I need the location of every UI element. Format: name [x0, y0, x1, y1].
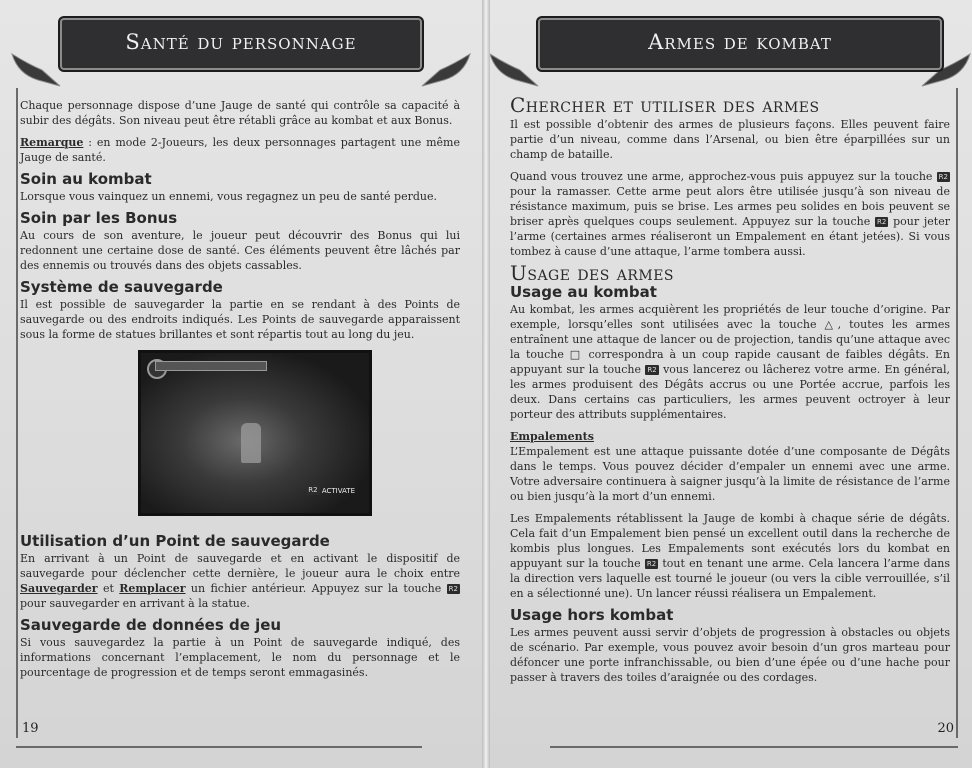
page-title: Santé du personnage — [125, 30, 357, 54]
r2-key-icon: R2 — [646, 560, 657, 568]
triangle-button-icon: △ — [824, 318, 838, 331]
heading-soin-kombat: Soin au kombat — [20, 170, 152, 188]
r2-key-icon: R2 — [877, 218, 887, 226]
r2-key-icon: R2 — [448, 585, 458, 593]
heading-chercher: Chercher et utiliser des armes — [510, 93, 820, 117]
right-page — [490, 0, 972, 768]
book-gutter — [482, 0, 490, 768]
paragraph-donnees: Si vous sauvegardez la partie à un Point de sauvegarde indiqué, des informations concernant l’emplacement, le nom du personnage et le pourcentage de progression et de temps seront emmagasinés. — [20, 636, 460, 679]
paragraph-trouvez: Quand vous trouvez une arme, approchez-vous puis appuyez sur la touche R2 pour la ramasser. Cette arme peut alors être utilisée jusqu’à son niveau de résistance maximum, puis se brise. Les armes peu solides en bois peuvent se briser après quelques coups seulement. Appuyez sur la touche R2 pour jeter l’arme (certaines armes réaliseront un Empalement en étant jetées). Si vous tombez à cause d’une attaque, l’arme tombera aussi. — [510, 170, 950, 258]
remark-paragraph: Remarque : en mode 2-Joueurs, les deux personnages partagent une même Jauge de santé. — [20, 136, 460, 164]
paragraph-hors-kombat: Les armes peuvent aussi servir d’objets de progression à obstacles ou objets de scénario. Par exemple, vous pouvez avoir besoin d’un gros marteau pour défoncer une porte infranchissable, ou bien d’une épée ou d’une hache pour passer à travers des toiles d’araignée ou des cordages. — [510, 626, 950, 684]
paragraph-chercher: Il est possible d’obtenir des armes de plusieurs façons. Elles peuvent faire partie d’un niveau, comme dans l’Arsenal, ou bien être éparpillées sur un champ de bataille. — [510, 118, 950, 161]
page-border — [16, 88, 18, 738]
page-border — [16, 746, 422, 748]
heading-soin-bonus: Soin par les Bonus — [20, 209, 178, 227]
paragraph-soin-bonus: Au cours de son aventure, le joueur peut découvrir des Bonus qui lui redonnent une certaine dose de santé. Ces éléments peuvent être lâchés par des ennemis ou trouvés dans des objets cassables. — [20, 229, 460, 272]
dragon-ornament-icon — [418, 50, 474, 90]
page-border — [956, 88, 958, 738]
heading-point-sauvegarde: Utilisation d’un Point de sauvegarde — [20, 532, 330, 550]
paragraph-empalements-1: L’Empalement est une attaque puissante dotée d’une composante de Dégâts dans le temps. Vous pouvez décider d’empaler un ennemi avec une arme. Votre adversaire continuera à saigner jusqu’à la limite de résistance de l’arme ou bien jusqu’à la mort d’un ennemi. — [510, 445, 950, 503]
right-page-content — [510, 93, 951, 692]
heading-sauvegarde: Système de sauvegarde — [20, 278, 223, 296]
activate-prompt: R2 ACTIVATE — [308, 486, 355, 495]
remark-label: Remarque — [20, 136, 84, 149]
character-figure — [241, 423, 261, 463]
paragraph-usage-kombat: Au kombat, les armes acquièrent les propriétés de leur touche d’origine. Par exemple, lorsqu’elles sont utilisées avec la touche △, toutes les armes entraînent une attaque de lancer ou de projection, tandis qu’une attaque avec la touche □ correspondra à un coup rapide causant de faibles dégâts. En appuyant sur la touche R2 vous lancerez ou lâcherez votre arme. En général, les armes produisent des Dégâts accrus ou une Portée accrue, parfois les deux. Dans certains cas particuliers, les armes peuvent octroyer à leur porteur des attributs supplémentaires. — [510, 303, 951, 421]
page-number: 19 — [22, 721, 39, 736]
heading-usage-kombat: Usage au kombat — [510, 283, 657, 301]
paragraph-point-sauvegarde: En arrivant à un Point de sauvegarde et en activant le dispositif de sauvegarde pour déclencher cette dernière, le joueur aura le choix entre Sauvegarder et Remplacer un fichier antérieur. Appuyez sur la touche R2 pour sauvegarder en arrivant à la statue. — [20, 552, 460, 610]
paragraph-sauvegarde: Il est possible de sauvegarder la partie en se rendant à des Points de sauvegarde ou des endroits indiqués. Les Points de sauvegarde apparaissent sous la forme de statues brillantes et sont répartis tout au long du jeu. — [20, 298, 460, 341]
section-banner — [60, 18, 422, 70]
heading-empalements: Empalements — [510, 430, 594, 443]
dragon-ornament-icon — [8, 50, 64, 90]
heading-hors-kombat: Usage hors kombat — [510, 606, 674, 624]
square-button-icon: □ — [569, 348, 583, 361]
r2-key-icon: R2 — [938, 173, 948, 181]
section-banner — [538, 18, 942, 70]
left-page-content — [20, 98, 460, 687]
r2-key-icon: R2 — [647, 366, 657, 374]
page-title: Armes de kombat — [648, 30, 832, 54]
intro-paragraph: Chaque personnage dispose d’une Jauge de santé qui contrôle sa capacité à subir des dégâts. Son niveau peut être rétabli grâce au kombat et aux Bonus. — [20, 99, 460, 127]
game-screenshot — [138, 350, 372, 516]
page-border — [550, 746, 958, 748]
page-number: 20 — [937, 721, 954, 736]
paragraph-empalements-2: Les Empalements rétablissent la Jauge de kombi à chaque série de dégâts. Cela fait d’un Empalement bien pensé un excellent outil dans la recherche de kombis plus longues. Les Empalements sont exécutés lors du kombat en appuyant sur la touche R2 tout en tenant une arme. Cela lancera l’arme dans la direction vers laquelle est tourné le joueur (ou vers la cible verrouillée, s’il en a sélectionné une). Un lancer réussi réalisera un Empalement. — [510, 512, 951, 600]
health-bar — [155, 361, 267, 371]
heading-usage: Usage des armes — [510, 261, 675, 285]
paragraph-soin-kombat: Lorsque vous vainquez un ennemi, vous regagnez un peu de santé perdue. — [20, 190, 437, 203]
heading-donnees: Sauvegarde de données de jeu — [20, 616, 282, 634]
left-page — [0, 0, 482, 768]
dragon-ornament-icon — [490, 50, 542, 90]
